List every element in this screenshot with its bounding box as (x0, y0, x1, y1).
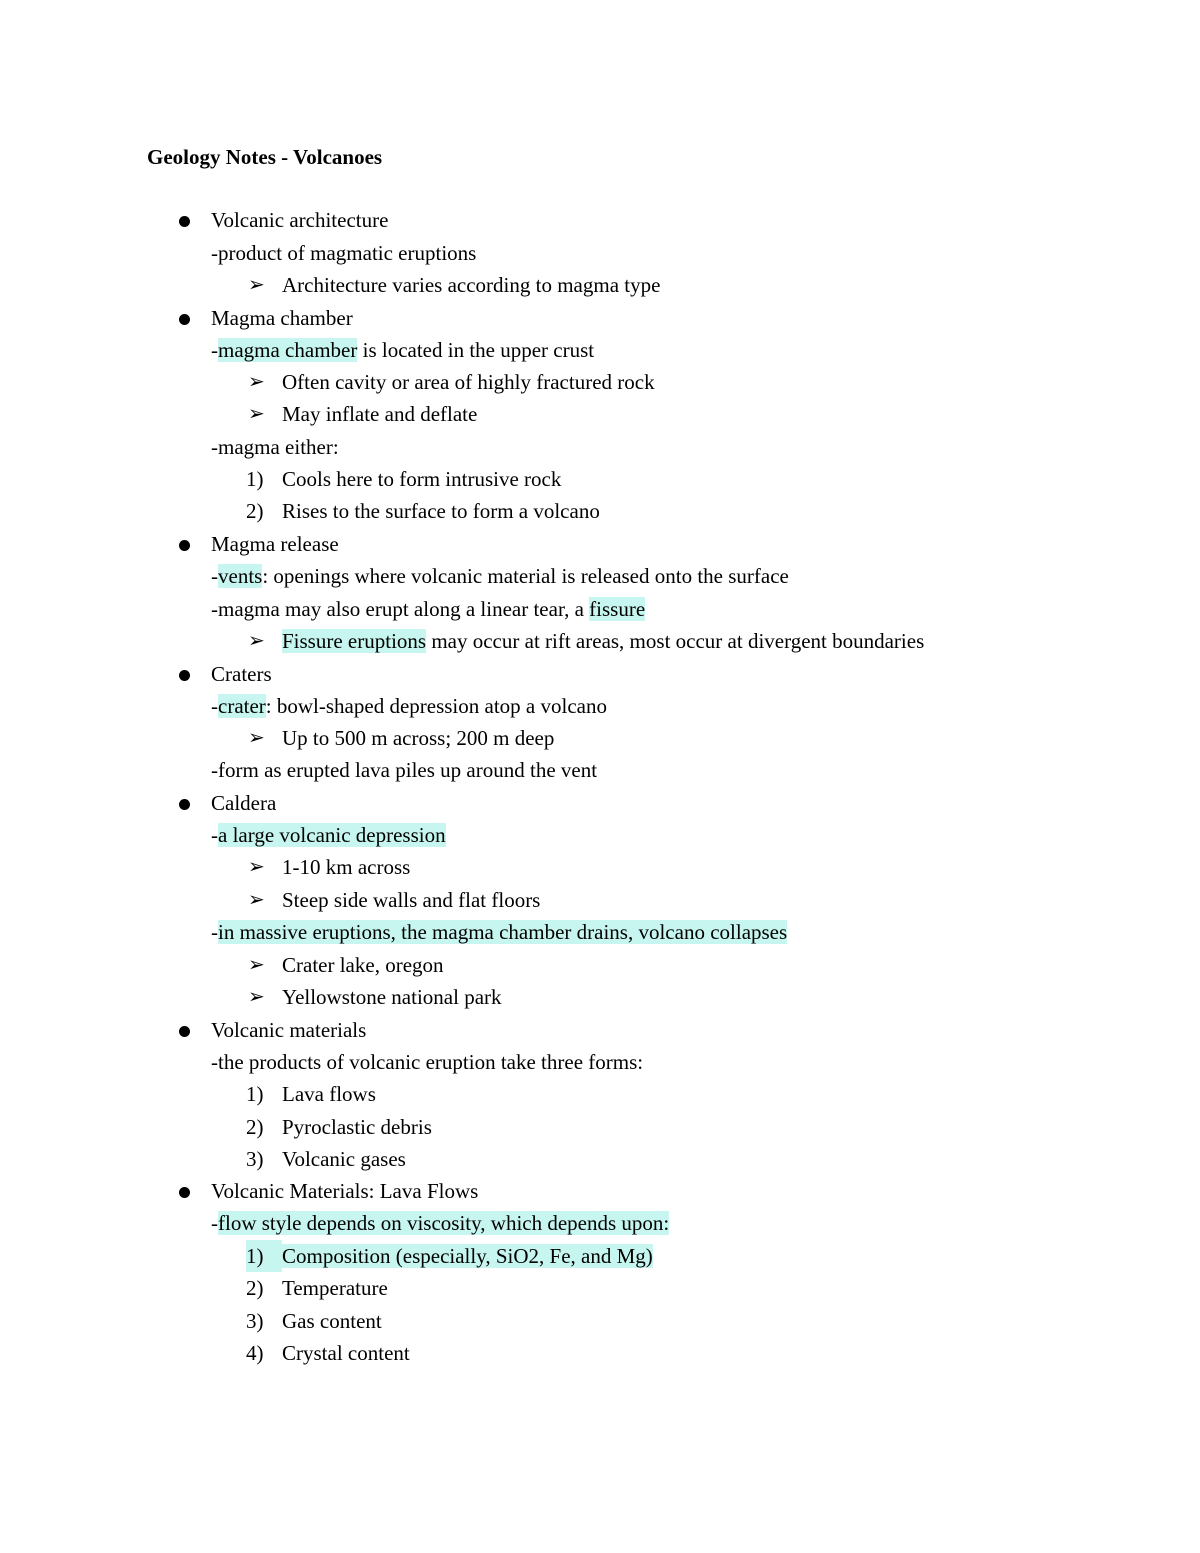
arrow-bullet-icon: ➢ (248, 274, 265, 296)
sub-point: Often cavity or area of highly fractured rock (282, 370, 655, 394)
note-line: -magma may also erupt along a linear tear, a fissure (211, 597, 646, 621)
list-item: Cools here to form intrusive rock (282, 467, 562, 491)
section-heading: Craters (211, 662, 272, 686)
note-line: -the products of volcanic eruption take three forms: (211, 1050, 644, 1074)
sub-point: Architecture varies according to magma type (282, 273, 661, 297)
list-item: Pyroclastic debris (282, 1115, 432, 1139)
list-number: 3) (246, 1309, 264, 1333)
note-line: -a large volcanic depression (211, 823, 446, 847)
note-line: -flow style depends on viscosity, which depends upon: (211, 1211, 670, 1235)
list-number: 1) (246, 1082, 264, 1106)
section-heading: Volcanic Materials: Lava Flows (211, 1179, 479, 1203)
arrow-bullet-icon: ➢ (248, 371, 265, 393)
bullet-icon (179, 216, 190, 227)
highlighted-term: crater (218, 694, 266, 718)
highlighted-term: vents (218, 564, 263, 588)
list-number: 2) (246, 499, 264, 523)
bullet-icon (179, 1026, 190, 1037)
list-number: 1) (246, 467, 264, 491)
highlighted-term: a large volcanic depression (218, 823, 446, 847)
list-item: Crystal content (282, 1341, 410, 1365)
list-item: Lava flows (282, 1082, 376, 1106)
section-heading: Volcanic materials (211, 1018, 367, 1042)
arrow-bullet-icon: ➢ (248, 954, 265, 976)
section-heading: Magma chamber (211, 306, 353, 330)
sub-point: Up to 500 m across; 200 m deep (282, 726, 555, 750)
arrow-bullet-icon: ➢ (248, 856, 265, 878)
highlighted-term: Fissure eruptions (282, 629, 427, 653)
list-number: 3) (246, 1147, 264, 1171)
note-line: -in massive eruptions, the magma chamber drains, volcano collapses (211, 920, 788, 944)
note-line: -product of magmatic eruptions (211, 241, 477, 265)
bullet-icon (179, 314, 190, 325)
arrow-bullet-icon: ➢ (248, 889, 265, 911)
bullet-icon (179, 799, 190, 810)
section-heading: Caldera (211, 791, 277, 815)
highlighted-term: magma chamber (218, 338, 358, 362)
section-heading: Magma release (211, 532, 339, 556)
list-item: Volcanic gases (282, 1147, 406, 1171)
highlighted-term: in massive eruptions, the magma chamber drains, volcano collapses (218, 920, 788, 944)
list-item (282, 1240, 653, 1272)
highlighted-term: Composition (especially, SiO2, Fe, and Mg) (282, 1244, 653, 1268)
page-title: Geology Notes - Volcanoes (147, 145, 383, 169)
note-line: -form as erupted lava piles up around the vent (211, 758, 598, 782)
sub-point: Crater lake, oregon (282, 953, 444, 977)
note-line: -magma chamber is located in the upper crust (211, 338, 595, 362)
list-item: Temperature (282, 1276, 388, 1300)
sub-point: 1-10 km across (282, 855, 411, 879)
note-line: -crater: bowl-shaped depression atop a volcano (211, 694, 607, 718)
arrow-bullet-icon: ➢ (248, 403, 265, 425)
section-heading: Volcanic architecture (211, 208, 389, 232)
arrow-bullet-icon: ➢ (248, 986, 265, 1008)
highlighted-term: fissure (589, 597, 646, 621)
sub-point: Steep side walls and flat floors (282, 888, 541, 912)
list-number: 1) (246, 1240, 282, 1272)
list-number: 4) (246, 1341, 264, 1365)
arrow-bullet-icon: ➢ (248, 727, 265, 749)
highlighted-term: flow style depends on viscosity, which depends upon: (218, 1211, 670, 1235)
note-line: -vents: openings where volcanic material is released onto the surface (211, 564, 789, 588)
list-item: Gas content (282, 1309, 382, 1333)
bullet-icon (179, 670, 190, 681)
arrow-bullet-icon: ➢ (248, 630, 265, 652)
sub-point: Fissure eruptions may occur at rift areas, most occur at divergent boundaries (282, 629, 925, 653)
bullet-icon (179, 540, 190, 551)
sub-point: Yellowstone national park (282, 985, 502, 1009)
list-number: 2) (246, 1276, 264, 1300)
bullet-icon (179, 1187, 190, 1198)
list-item: Rises to the surface to form a volcano (282, 499, 600, 523)
sub-point: May inflate and deflate (282, 402, 478, 426)
list-number: 2) (246, 1115, 264, 1139)
note-line: -magma either: (211, 435, 339, 459)
